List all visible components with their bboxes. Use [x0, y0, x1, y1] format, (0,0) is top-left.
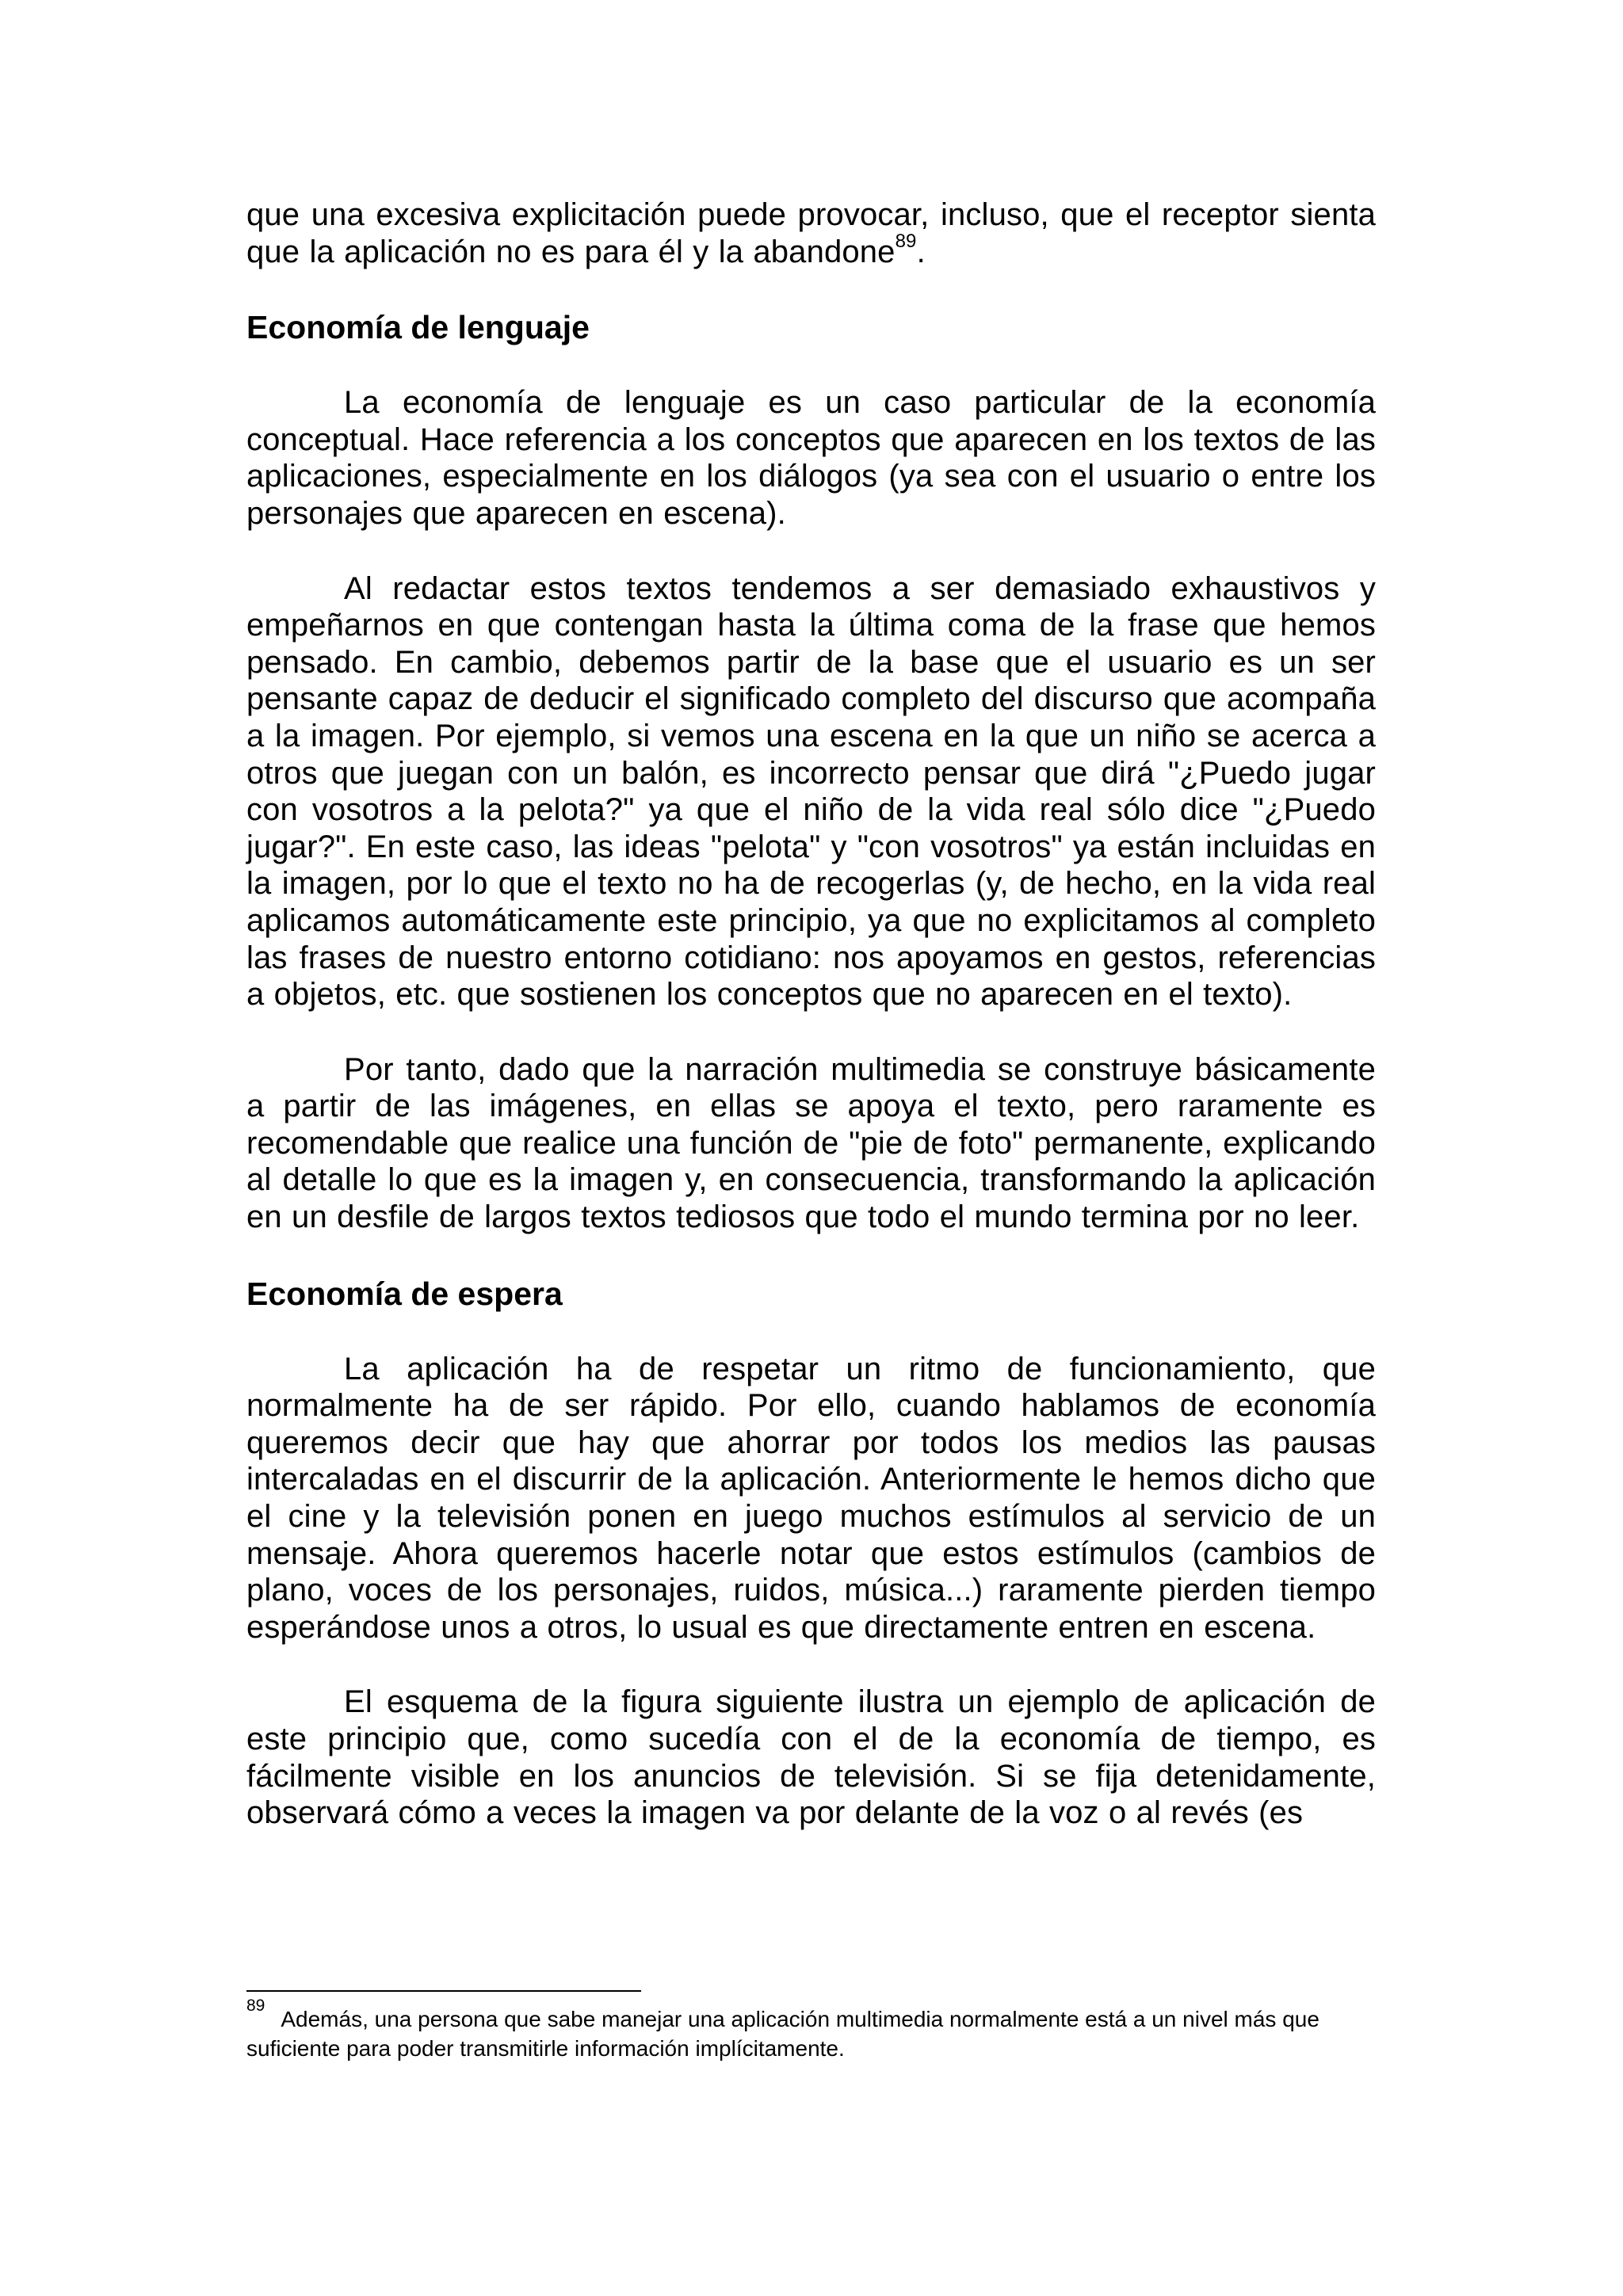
footnote-number: 89 — [246, 1996, 265, 2015]
paragraph-3: Por tanto, dado que la narración multimedia se construye básicamente a partir de las imágenes, en ellas se apoya el texto, pero raramente es recomendable que realice una función de "pie de foto" permanente, explicando al detalle lo que es la imagen y, en consecuencia, transformando la aplicación en un desfile de largos textos tediosos que todo el mundo termina por no leer. — [246, 1051, 1376, 1235]
footnote-text: Además, una persona que sabe manejar una aplicación multimedia normalmente está a un nivel más que suficiente para poder transmitirle información implícitamente. — [246, 2007, 1319, 2061]
footnote — [246, 1996, 1372, 2063]
paragraph-intro — [246, 196, 1376, 270]
paragraph-intro-text: que una excesiva explicitación puede provocar, incluso, que el receptor sienta que la aplicación no es para él y la abandone — [246, 197, 1376, 269]
paragraph-5: El esquema de la figura siguiente ilustra un ejemplo de aplicación de este principio que, como sucedía con el de la economía de tiempo, es fácilmente visible en los anuncios de televisión. Si se fija detenidamente, observará cómo a veces la imagen va por delante de la voz o al revés (es — [246, 1684, 1376, 1831]
section-heading-economia-lenguaje: Economía de lenguaje — [246, 309, 590, 346]
page-body — [246, 196, 1376, 1832]
section-heading-economia-espera: Economía de espera — [246, 1275, 563, 1312]
footnote-separator — [246, 1990, 641, 1992]
paragraph-intro-end: . — [916, 234, 926, 269]
paragraph-4: La aplicación ha de respetar un ritmo de funcionamiento, que normalmente ha de ser rápido. Por ello, cuando hablamos de economía queremos decir que hay que ahorrar por todos los medios las pausas intercaladas en el discurrir de la aplicación. Anteriormente le hemos dicho que el cine y la televisión ponen en juego muchos estímulos al servicio de un mensaje. Ahora queremos hacerle notar que estos estímulos (cambios de plano, voces de los personajes, ruidos, música...) raramente pierden tiempo esperándose unos a otros, lo usual es que directamente entren en escena. — [246, 1351, 1376, 1645]
footnote-reference[interactable]: 89 — [895, 231, 917, 253]
paragraph-2: Al redactar estos textos tendemos a ser demasiado exhaustivos y empeñarnos en que contengan hasta la última coma de la frase que hemos pensado. En cambio, debemos partir de la base que el usuario es un ser pensante capaz de deducir el significado completo del discurso que acompaña a la imagen. Por ejemplo, si vemos una escena en la que un niño se acerca a otros que juegan con un balón, es incorrecto pensar que dirá "¿Puedo jugar con vosotros a la pelota?" ya que el niño de la vida real sólo dice "¿Puedo jugar?". En este caso, las ideas "pelota" y "con vosotros" ya están incluidas en la imagen, por lo que el texto no ha de recogerlas (y, de hecho, en la vida real aplicamos automáticamente este principio, ya que no explicitamos al completo las frases de nuestro entorno cotidiano: nos apoyamos en gestos, referencias a objetos, etc. que sostienen los conceptos que no aparecen en el texto). — [246, 570, 1376, 1013]
paragraph-1: La economía de lenguaje es un caso particular de la economía conceptual. Hace referencia a los conceptos que aparecen en los textos de las aplicaciones, especialmente en los diálogos (ya sea con el usuario o entre los personajes que aparecen en escena). — [246, 385, 1376, 531]
